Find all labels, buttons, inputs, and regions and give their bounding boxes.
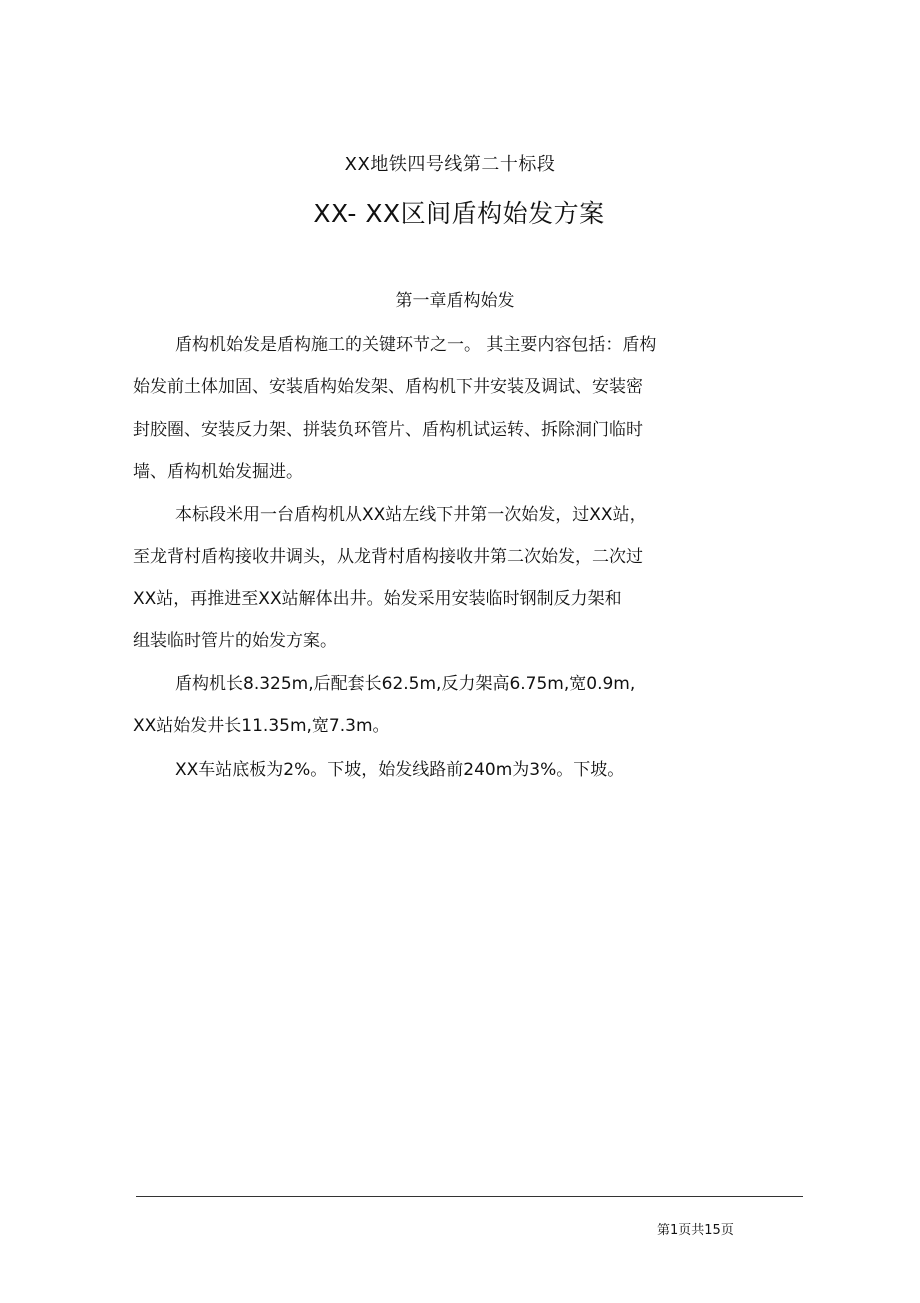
paragraph-2-line-3: XX站，再推进至XX站解体出井。始发采用安装临时钢制反力架和 [133,589,622,609]
page-number: 第1页共15页 [657,1223,734,1238]
paragraph-2-line-4: 组装临时管片的始发方案。 [133,631,337,651]
paragraph-2-line-2: 至龙背村盾构接收井调头，从龙背村盾构接收井第二次始发，二次过 [133,547,643,567]
document-title: XX- XX区间盾构始发方案 [313,199,605,228]
paragraph-3-line-2: XX站始发井长11.35m,宽7.3m。 [133,716,390,736]
document-subtitle: XX地铁四号线第二十标段 [344,154,556,175]
paragraph-1-line-2: 始发前土体加固、安装盾构始发架、盾构机下井安装及调试、安装密 [133,377,643,397]
paragraph-3-line-1: 盾构机长8.325m,后配套长62.5m,反力架高6.75m,宽0.9m, [175,674,636,694]
chapter-heading: 第一章盾构始发 [395,291,515,311]
paragraph-4-line-1: XX车站底板为2%。下坡，始发线路前240m为3%。下坡。 [175,760,625,780]
paragraph-1-line-1: 盾构机始发是盾构施工的关键环节之一。 其主要内容包括：盾构 [175,335,657,355]
footer-divider [136,1196,803,1197]
paragraph-1-line-3: 封胶圈、安装反力架、拼装负环管片、盾构机试运转、拆除洞门临时 [133,420,643,440]
paragraph-1-line-4: 墙、盾构机始发掘进。 [133,462,303,482]
paragraph-2-line-1: 本标段米用一台盾构机从XX站左线下井第一次始发，过XX站， [175,505,647,525]
